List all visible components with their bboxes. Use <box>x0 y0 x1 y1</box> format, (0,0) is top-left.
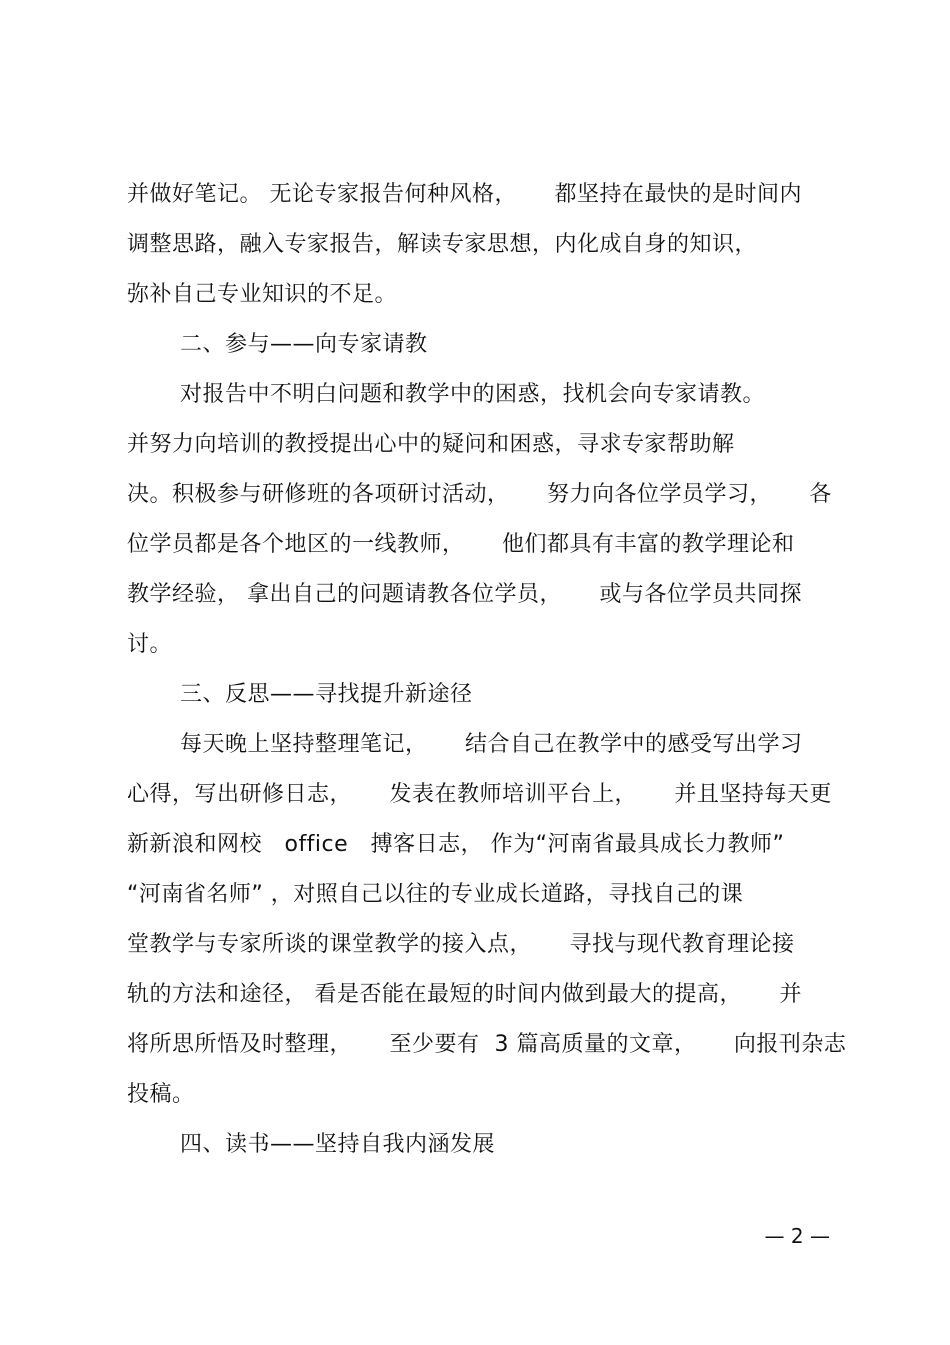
paragraph-line-13: 心得，写出研修日志， 发表在教师培训平台上， 并且坚持每天更 <box>127 782 832 807</box>
paragraph-line-16: 堂教学与专家所谈的课堂教学的接入点， 寻找与现代教育理论接 <box>127 932 795 957</box>
section-heading-reading: 四、读书——坚持自我内涵发展 <box>180 1132 496 1157</box>
paragraph-line-5: 对报告中不明白问题和教学中的困惑，找机会向专家请教。 <box>180 382 766 407</box>
paragraph-line-1: 并做好笔记。 无论专家报告何种风格， 都坚持在最快的是时间内 <box>127 182 802 207</box>
paragraph-line-12: 每天晚上坚持整理笔记， 结合自己在教学中的感受写出学习 <box>180 732 803 757</box>
paragraph-line-15: “河南省名师” ，对照自己以往的专业成长道路，寻找自己的课 <box>127 882 744 907</box>
paragraph-line-9: 教学经验， 拿出自己的问题请教各位学员， 或与各位学员共同探 <box>127 582 802 607</box>
section-heading-reflect: 三、反思——寻找提升新途径 <box>180 682 473 707</box>
paragraph-line-3: 弥补自己专业知识的不足。 <box>127 282 398 307</box>
page-number: — 2 — <box>764 1224 830 1248</box>
paragraph-line-8: 位学员都是各个地区的一线教师， 他们都具有丰富的教学理论和 <box>127 532 795 557</box>
paragraph-line-19: 投稿。 <box>127 1082 195 1107</box>
paragraph-line-18: 将所思所悟及时整理， 至少要有 3 篇高质量的文章， 向报刊杂志 <box>127 1032 847 1057</box>
paragraph-line-7: 决。积极参与研修班的各项研讨活动， 努力向各位学员学习， 各 <box>127 482 832 507</box>
paragraph-line-17: 轨的方法和途径， 看是否能在最短的时间内做到最大的提高， 并 <box>127 982 802 1007</box>
paragraph-line-2: 调整思路，融入专家报告，解读专家思想，内化成自身的知识， <box>127 232 758 257</box>
paragraph-line-6: 并努力向培训的教授提出心中的疑问和困惑，寻求专家帮助解 <box>127 432 735 457</box>
section-heading-participate: 二、参与——向专家请教 <box>180 332 428 357</box>
paragraph-line-10: 讨。 <box>127 632 173 657</box>
paragraph-line-14: 新新浪和网校 office 搏客日志， 作为“河南省最具成长力教师” <box>127 832 785 857</box>
